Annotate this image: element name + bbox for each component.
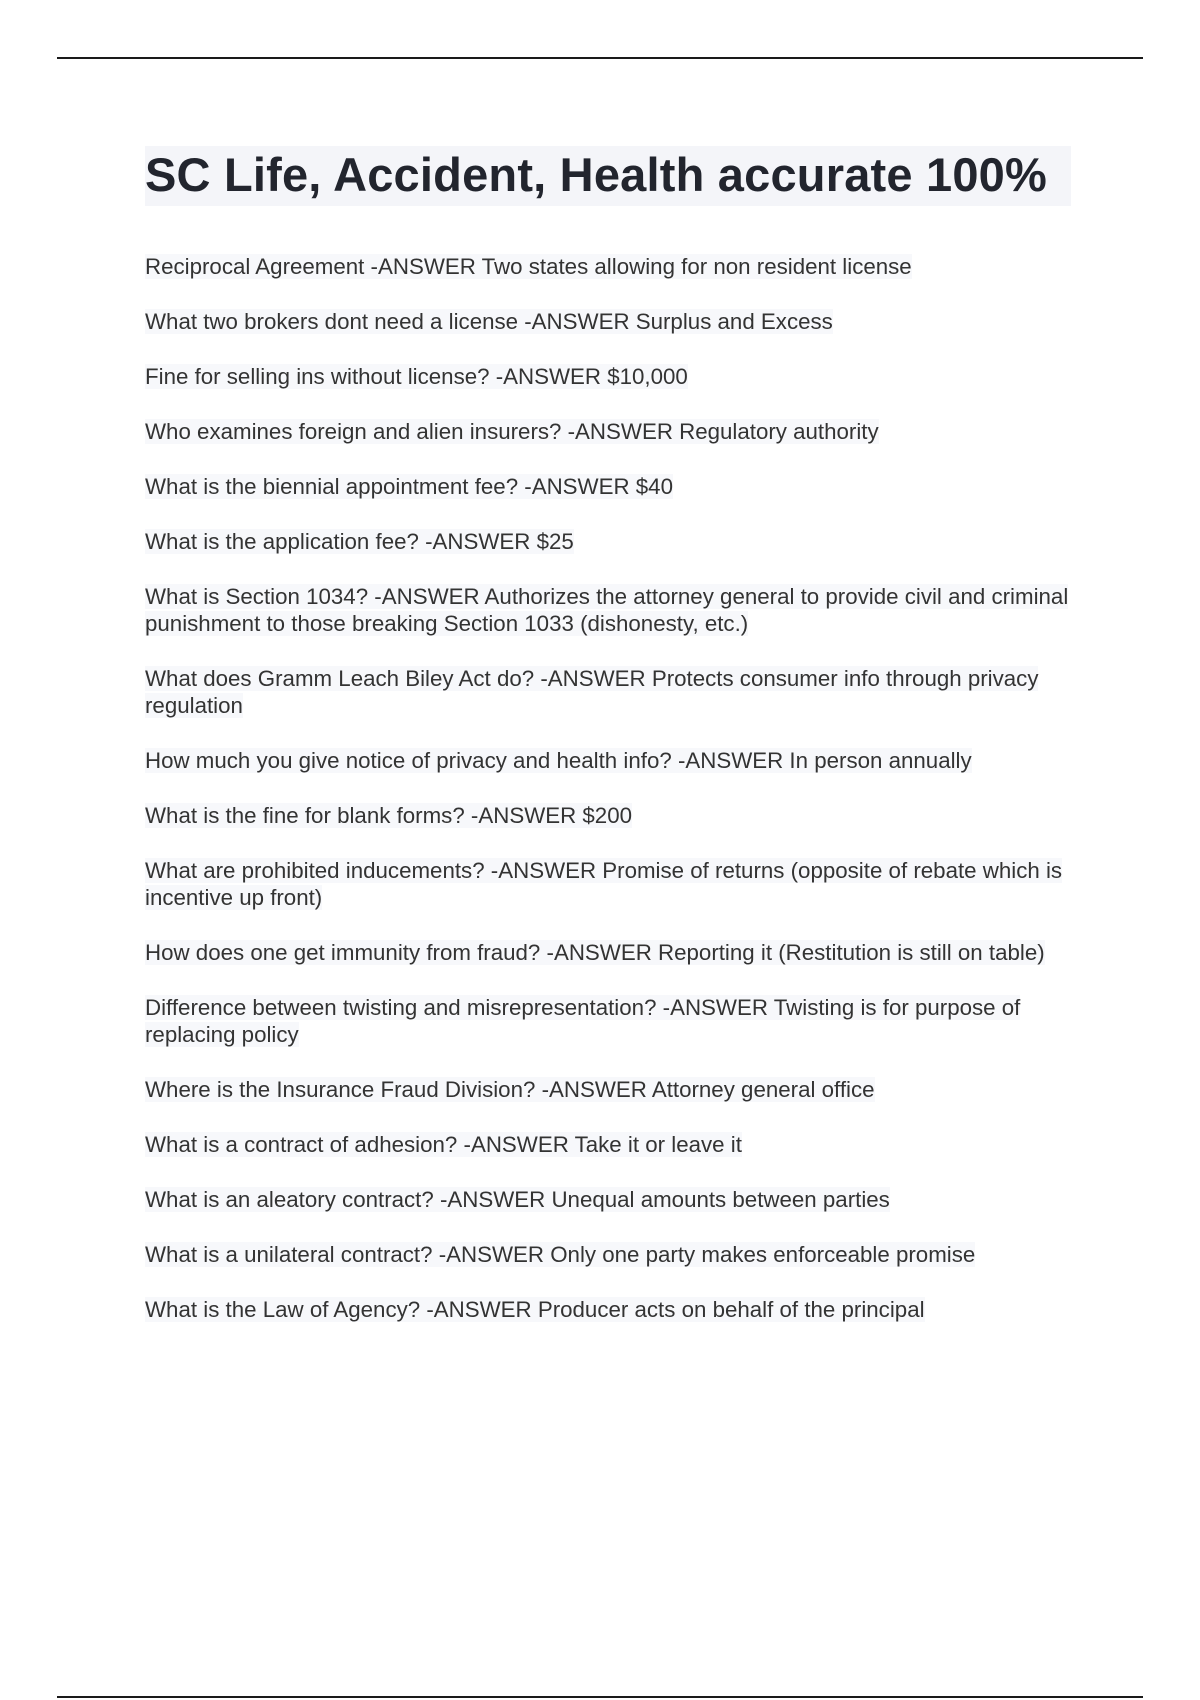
qa-text: Difference between twisting and misrepresentation? -ANSWER Twisting is for purpose of replacing policy [145,995,1021,1047]
qa-item [145,746,1090,775]
document-body [145,146,1090,1350]
qa-text: What is the Law of Agency? -ANSWER Producer acts on behalf of the principal [145,1297,925,1322]
qa-text: What is the application fee? -ANSWER $25 [145,529,574,554]
document-title: SC Life, Accident, Health accurate 100% [145,146,1071,206]
qa-text: What is Section 1034? -ANSWER Authorizes the attorney general to provide civil and criminal punishment to those breaking Section 1033 (dishonesty, etc.) [145,584,1069,636]
qa-item [145,362,1090,391]
qa-item [145,1075,1090,1104]
qa-item [145,307,1090,336]
bottom-rule [57,1696,1143,1698]
qa-text: Where is the Insurance Fraud Division? -ANSWER Attorney general office [145,1077,875,1102]
qa-text: What is a contract of adhesion? -ANSWER Take it or leave it [145,1132,742,1157]
qa-text: Reciprocal Agreement -ANSWER Two states allowing for non resident license [145,254,912,279]
qa-text: How much you give notice of privacy and health info? -ANSWER In person annually [145,748,972,773]
top-rule [57,57,1143,59]
qa-item [145,582,1090,638]
qa-item [145,252,1090,281]
qa-text: What is a unilateral contract? -ANSWER Only one party makes enforceable promise [145,1242,976,1267]
qa-item [145,1295,1090,1324]
qa-list [145,252,1090,1324]
qa-item [145,993,1090,1049]
qa-text: How does one get immunity from fraud? -ANSWER Reporting it (Restitution is still on table) [145,940,1045,965]
qa-item [145,664,1090,720]
qa-item [145,856,1090,912]
qa-item [145,417,1090,446]
qa-text: What is the fine for blank forms? -ANSWER $200 [145,803,633,828]
qa-text: What are prohibited inducements? -ANSWER Promise of returns (opposite of rebate which is incentive up front) [145,858,1063,910]
qa-text: What is the biennial appointment fee? -ANSWER $40 [145,474,673,499]
qa-item [145,472,1090,501]
qa-text: What is an aleatory contract? -ANSWER Unequal amounts between parties [145,1187,890,1212]
qa-text: What two brokers dont need a license -ANSWER Surplus and Excess [145,309,833,334]
qa-item [145,938,1090,967]
qa-text: What does Gramm Leach Biley Act do? -ANSWER Protects consumer info through privacy regulation [145,666,1039,718]
qa-text: Who examines foreign and alien insurers? -ANSWER Regulatory authority [145,419,879,444]
qa-item [145,1240,1090,1269]
qa-item [145,801,1090,830]
qa-item [145,527,1090,556]
qa-text: Fine for selling ins without license? -ANSWER $10,000 [145,364,688,389]
qa-item [145,1130,1090,1159]
qa-item [145,1185,1090,1214]
